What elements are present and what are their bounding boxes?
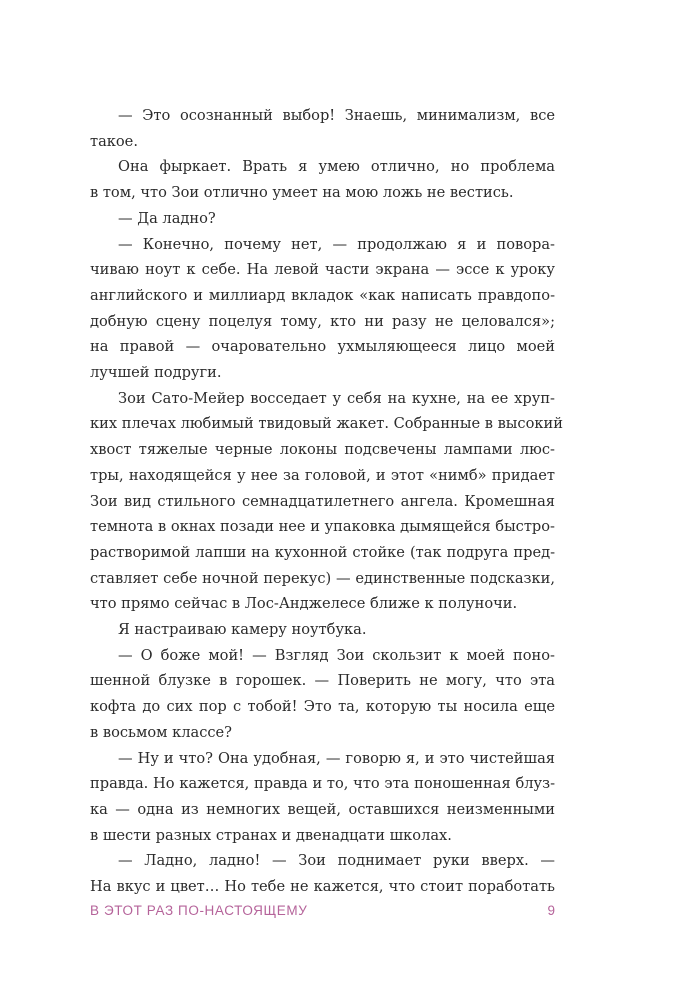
paragraph: [90, 386, 563, 617]
text-line: английского и миллиард вкладок «как написать правдопо-: [90, 286, 555, 304]
text-line: ставляет себе ночной перекус) — единственные подсказки,: [90, 569, 555, 587]
running-title: В ЭТОТ РАЗ ПО-НАСТОЯЩЕМУ: [90, 903, 308, 918]
text-line: хвост тяжелые черные локоны подсвечены лампами люс-: [90, 441, 555, 459]
text-line: такое.: [90, 132, 138, 150]
text-line: шенной блузке в горошек. — Поверить не могу, что эта: [90, 672, 555, 690]
page-number: 9: [547, 903, 555, 918]
text-line: — Да ладно?: [118, 209, 216, 227]
text-line: ких плечах любимый твидовый жакет. Собранные в высокий: [90, 415, 563, 433]
text-line: — Ладно, ладно! — Зои поднимает руки вверх. —: [118, 852, 555, 870]
paragraph: [90, 232, 555, 386]
text-line: лучшей подруги.: [90, 364, 222, 382]
text-line: Она фыркает. Врать я умею отлично, но проблема: [118, 158, 555, 176]
text-line: правда. Но кажется, правда и то, что эта поношенная блуз-: [90, 775, 555, 793]
paragraph: [90, 848, 555, 899]
paragraph: [90, 643, 555, 746]
text-line: темнота в окнах позади нее и упаковка дымящейся быстро-: [90, 518, 555, 536]
body-text: [90, 103, 563, 900]
text-line: — О боже мой! — Взгляд Зои скользит к моей поно-: [118, 646, 555, 664]
text-line: ка — одна из немногих вещей, оставшихся неизменными: [90, 800, 555, 818]
text-line: Зои Сато-Мейер восседает у себя на кухне, на ее хруп-: [118, 389, 555, 407]
text-line: — Конечно, почему нет, — продолжаю я и повора-: [118, 235, 555, 253]
text-line: добную сцену поцелуя тому, кто ни разу не целовался»;: [90, 312, 555, 330]
text-line: Зои вид стильного семнадцатилетнего ангела. Кромешная: [90, 492, 555, 510]
text-line: в том, что Зои отлично умеет на мою ложь не вестись.: [90, 184, 514, 202]
paragraph: [90, 617, 555, 643]
paragraph: [90, 103, 555, 154]
text-line: — Ну и что? Она удобная, — говорю я, и это чистейшая: [118, 749, 555, 767]
paragraph: [90, 154, 555, 205]
text-line: Я настраиваю камеру ноутбука.: [118, 621, 367, 639]
text-line: чиваю ноут к себе. На левой части экрана — эссе к уроку: [90, 261, 555, 279]
text-line: в шести разных странах и двенадцати школах.: [90, 826, 452, 844]
text-line: кофта до сих пор с тобой! Это та, которую ты носила еще: [90, 698, 555, 716]
text-line: растворимой лапши на кухонной стойке (так подруга пред-: [90, 543, 555, 561]
text-line: в восьмом классе?: [90, 723, 233, 741]
text-line: на правой — очаровательно ухмыляющееся лицо моей: [90, 338, 555, 356]
paragraph: [90, 746, 555, 849]
text-line: На вкус и цвет… Но тебе не кажется, что стоит поработать: [90, 878, 555, 896]
text-line: что прямо сейчас в Лос-Анджелесе ближе к полуночи.: [90, 595, 518, 613]
text-line: тры, находящейся у нее за головой, и этот «нимб» придает: [90, 466, 555, 484]
paragraph: [90, 206, 555, 232]
text-line: — Это осознанный выбор! Знаешь, минимализм, все: [118, 107, 555, 124]
